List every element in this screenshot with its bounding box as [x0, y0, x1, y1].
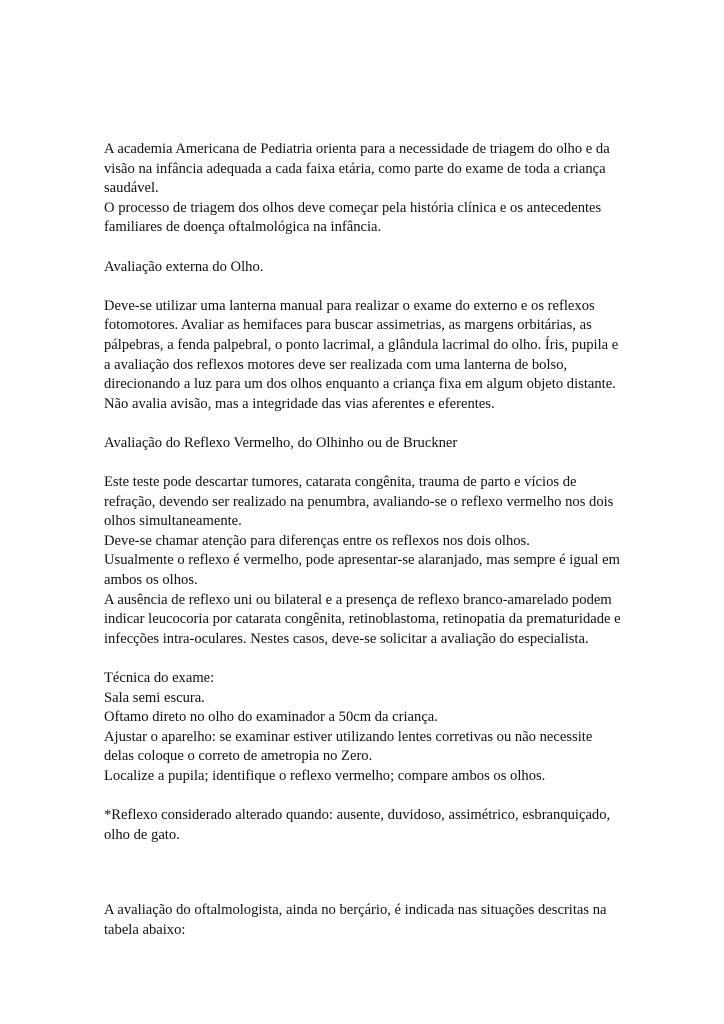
section-external-heading: Avaliação externa do Olho. — [104, 258, 264, 275]
technique-line: Localize a pupila; identifique o reflexo vermelho; compare ambos os olhos. — [104, 768, 546, 784]
spacer — [104, 414, 624, 434]
red-reflex-paragraph-4: A ausência de reflexo uni ou bilateral e a presença de reflexo branco-amarelado podem indicar leucocoria por catarata congênita, retinoblastoma, retinopatia da prematuridade e infecções intra-oculares. Nestes casos, deve-se solicitar a avaliação do especialista. — [104, 591, 621, 647]
section-external-body: Deve-se utilizar uma lanterna manual para realizar o exame do externo e os reflexos fotomotores. Avaliar as hemifaces para buscar assimetrias, as margens orbitárias, as pálpebras, a fenda palpebral, o ponto lacrimal, a glândula lacrimal do olho. Íris, pupila e a avaliação dos reflexos motores deve ser realizada com uma lanterna de bolso, direcionando a luz para um dos olhos enquanto a criança fixa em algum objeto distante. Não avalia avisão, mas a integridade das vias aferentes e eferentes. — [104, 297, 619, 412]
technique-line: Sala semi escura. — [104, 689, 205, 706]
intro-paragraph-1: A academia Americana de Pediatria orienta para a necessidade de triagem do olho e da visão na infância adequada a cada faixa etária, como parte do exame de toda a criança saudável. — [104, 141, 610, 197]
technique-heading: Técnica do exame: — [104, 670, 215, 687]
spacer — [104, 454, 624, 474]
spacer — [104, 649, 624, 669]
document-body — [104, 140, 624, 941]
technique-line: Oftamo direto no olho do examinador a 50cm da criança. — [104, 709, 438, 726]
technique-line: Ajustar o aparelho: se examinar estiver utilizando lentes corretivas ou não necessite delas coloque o correto de ametropia no Zero. — [104, 728, 593, 765]
intro-paragraph-2: O processo de triagem dos olhos deve começar pela história clínica e os antecedentes familiares de doença oftalmológica na infância. — [104, 199, 602, 236]
spacer — [104, 238, 624, 258]
red-reflex-paragraph-1: Este teste pode descartar tumores, catarata congênita, trauma de parto e vícios de refração, devendo ser realizado na penumbra, avaliando-se o reflexo vermelho nos dois olhos simultaneamente. — [104, 474, 614, 530]
closing-paragraph: A avaliação do oftalmologista, ainda no berçário, é indicada nas situações descritas na tabela abaixo: — [104, 902, 607, 938]
section-red-reflex-heading: Avaliação do Reflexo Vermelho, do Olhinho ou de Bruckner — [104, 434, 458, 451]
technique-note: *Reflexo considerado alterado quando: ausente, duvidoso, assimétrico, esbranquiçado, olho de gato. — [104, 807, 611, 843]
red-reflex-paragraph-2: Deve-se chamar atenção para diferenças entre os reflexos nos dois olhos. — [104, 532, 530, 549]
spacer — [104, 845, 624, 901]
red-reflex-paragraph-3: Usualmente o reflexo é vermelho, pode apresentar-se alaranjado, mas sempre é igual em ambos os olhos. — [104, 552, 620, 589]
spacer — [104, 787, 624, 807]
spacer — [104, 277, 624, 297]
